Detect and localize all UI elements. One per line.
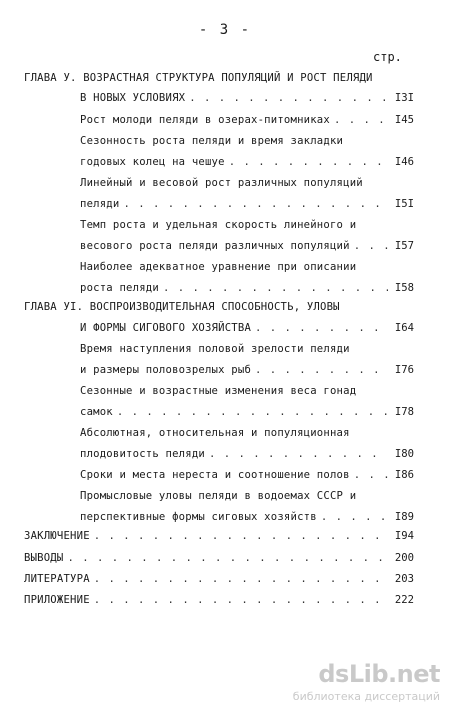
dot-leader [163,278,388,298]
toc-entry-title: ГЛАВА У. ВОЗРАСТНАЯ СТРУКТУРА ПОПУЛЯЦИЙ И РОСТ ПЕЛЯДИ [24,72,373,84]
toc-entry [80,131,414,151]
toc-entry-title: роста пеляди [80,282,159,294]
toc-entry-title: ЗАКЛЮЧЕНИЕ [24,530,90,542]
toc-entry [80,88,414,108]
toc-entry-title: ПРИЛОЖЕНИЕ [24,594,90,606]
toc-entry-title: Сроки и места нереста и соотношение полов [80,469,350,481]
toc-entry-page: I45 [394,114,414,126]
toc-entry-page: I3I [394,92,414,104]
toc-entry-title: годовых колец на чешуе [80,156,225,168]
dot-leader [229,152,388,172]
toc-entry-page: I58 [394,282,414,294]
dot-leader [94,526,388,546]
toc-entry [80,444,414,464]
toc-entry [24,548,414,568]
toc-entry [80,257,414,277]
toc-entry-page: I80 [394,448,414,460]
toc-entry [24,297,414,317]
toc-entry-title: В НОВЫХ УСЛОВИЯХ [80,92,186,104]
dot-leader [354,465,388,485]
dot-leader [94,569,388,589]
toc-entry-title: ВЫВОДЫ [24,552,64,564]
toc-entry [80,402,414,422]
toc-entry [80,360,414,380]
toc-entry-page: I46 [394,156,414,168]
watermark-logo: dsLib.net [318,660,440,688]
page-column-label: стр. [373,50,402,64]
toc-entry [80,465,414,485]
toc-entry-page: I5I [394,198,414,210]
toc-entry [80,486,414,506]
toc-entry-title: Абсолютная, относительная и популяционная [80,427,350,439]
toc-entry-title: самок [80,406,113,418]
dot-leader [321,507,388,527]
toc-entry-title: ГЛАВА УI. ВОСПРОИЗВОДИТЕЛЬНАЯ СПОСОБНОСТЬ, УЛОВЫ [24,301,340,313]
toc-entry [80,318,414,338]
toc-entry-title: пеляди [80,198,120,210]
toc-entry-title: И ФОРМЫ СИГОВОГО ХОЗЯЙСТВА [80,322,252,334]
toc-entry-title: Время наступления половой зрелости пеляди [80,343,350,355]
toc-entry-page: 222 [394,594,414,606]
toc-entry-page: I86 [394,469,414,481]
watermark [292,660,446,708]
toc-entry [80,194,414,214]
dot-leader [209,444,388,464]
dot-leader [94,590,388,610]
toc-entry-page: 203 [394,573,414,585]
toc-entry-page: I94 [394,530,414,542]
dot-leader [67,548,388,568]
toc-entry-page: I78 [394,406,414,418]
toc-entry [80,278,414,298]
toc-entry [24,526,414,546]
toc-entry [80,110,414,130]
dot-leader [255,360,388,380]
page-number: - 3 - [198,22,252,38]
toc-entry [80,339,414,359]
toc-entry [80,173,414,193]
toc-entry [24,590,414,610]
toc-entry-title: Промысловые уловы пеляди в водоемах СССР и [80,490,357,502]
toc-entry-page: I89 [394,511,414,523]
toc-entry-title: Наиболее адекватное уравнение при описании [80,261,357,273]
toc-entry-title: Темп роста и удельная скорость линейного и [80,219,357,231]
toc-entry [80,507,414,527]
toc-entry-title: и размеры половозрелых рыб [80,364,252,376]
dot-leader [354,236,388,256]
toc-entry-title: Рост молоди пеляди в озерах-питомниках [80,114,330,126]
toc-entry-title: весового роста пеляди различных популяций [80,240,350,252]
toc-entry-title: ЛИТЕРАТУРА [24,573,90,585]
toc-entry-page: I64 [394,322,414,334]
toc-entry-page: 200 [394,552,414,564]
dot-leader [334,110,388,130]
dot-leader [123,194,388,214]
toc-entry-title: Линейный и весовой рост различных популяций [80,177,363,189]
toc-entry-title: плодовитость пеляди [80,448,205,460]
toc-entry-page: I76 [394,364,414,376]
toc-entry [80,152,414,172]
dot-leader [117,402,388,422]
dot-leader [189,88,388,108]
toc-entry [80,215,414,235]
toc-entry-title: перспективные формы сиговых хозяйств [80,511,317,523]
toc-entry-page: I57 [394,240,414,252]
toc-entry [24,569,414,589]
dot-leader [255,318,388,338]
toc-entry-title: Сезонность роста пеляди и время закладки [80,135,344,147]
toc-entry [24,68,414,88]
toc-entry-title: Сезонные и возрастные изменения веса гонад [80,385,357,397]
watermark-subtitle: библиотека диссертаций [292,690,440,703]
toc-entry [80,381,414,401]
toc-entry [80,236,414,256]
toc-entry [80,423,414,443]
